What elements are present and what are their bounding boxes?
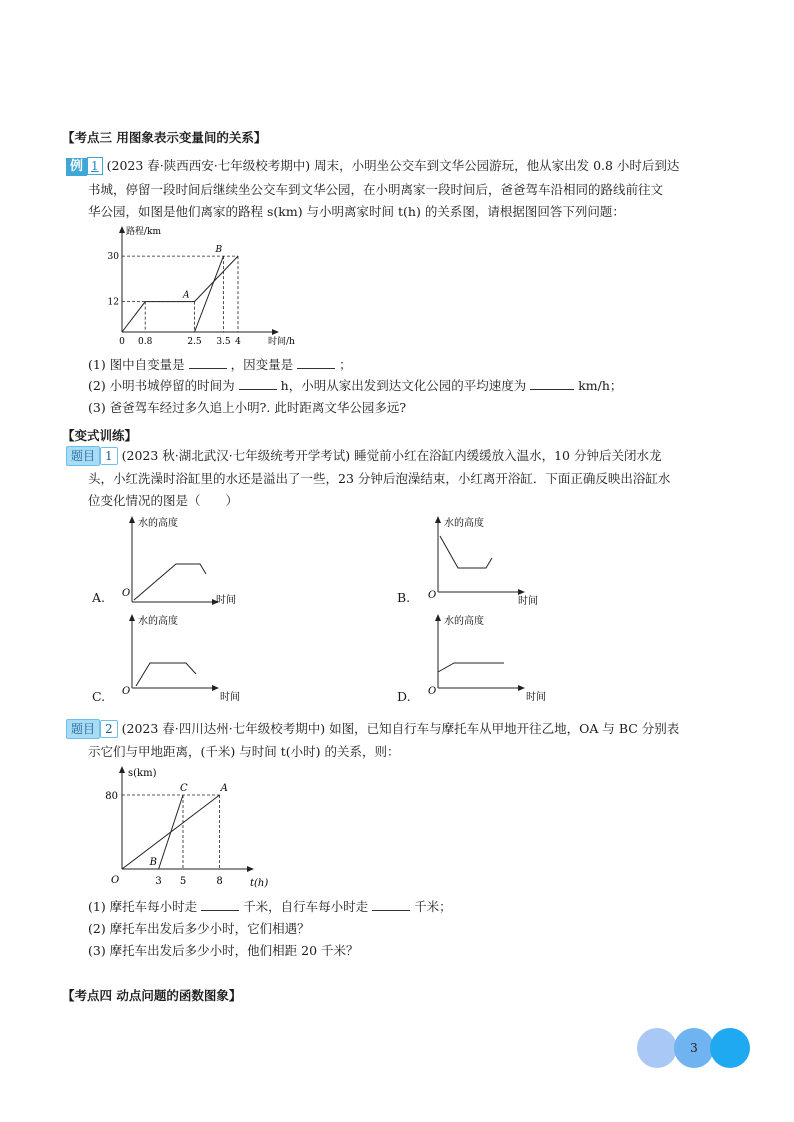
origin-label: O (111, 875, 120, 886)
x-tick-label: 4 (235, 337, 241, 347)
y-axis-label: s(km) (128, 768, 157, 779)
answer-blank[interactable] (189, 356, 227, 369)
origin-label: O (428, 686, 437, 697)
variant-title: 【变式训练】 (62, 428, 138, 443)
option-b-letter[interactable]: B. (397, 590, 411, 605)
point-label-b: B (215, 245, 223, 256)
example-text: (2023 春·陕西西安·七年级校考期中) 周末，小明坐公交车到文华公园游玩，他从家出发 0.8 小时后到达 (106, 158, 680, 173)
distance-time-chart-2 (100, 762, 280, 892)
series-line-小明 (122, 256, 238, 332)
question-2-p3: (3) 摩托车出发后多少小时，他们相距 20 千米？ (88, 943, 359, 958)
question-2-line-1: 题目 2 (2023 春·四川达州·七年级校考期中) 如图，已知自行车与摩托车从甲地开往乙地，OA 与 BC 分别表 (66, 718, 679, 740)
option-a-letter[interactable]: A. (92, 590, 106, 605)
example-1-line-3: 华公园，如图是他们离家的路程 s(km) 与小明离家时间 t(h) 的关系图，请根据图回答下列问题： (88, 204, 625, 219)
x-tick-label: 8 (216, 876, 223, 887)
question-2-p2: (2) 摩托车出发后多少小时，它们相遇？ (88, 921, 310, 936)
x-tick-label: 3 (155, 876, 162, 887)
question-number: 1 (100, 447, 118, 465)
y-axis-label: 水的高度 (138, 518, 178, 529)
option-c-graph[interactable] (120, 610, 250, 710)
example-1-q1: (1) 图中自变量是 ，因变量是 ； (88, 357, 352, 372)
series-line-爸爸 (195, 256, 224, 332)
option-b-graph[interactable] (426, 512, 556, 612)
question-2-line-2: 示它们与甲地距离，(千米) 与时间 t(小时) 的关系，则： (88, 744, 400, 759)
y-tick-label: 30 (107, 252, 119, 263)
series-line-BC (159, 795, 183, 869)
answer-blank[interactable] (372, 898, 410, 911)
origin-label: O (122, 588, 131, 599)
y-tick-label: 80 (105, 791, 118, 802)
x-axis-arrow (272, 329, 279, 335)
x-tick-label: 5 (179, 876, 187, 887)
point-label-b: B (149, 857, 157, 868)
origin-label: O (122, 686, 131, 697)
example-1-line-2: 书城，停留一段时间后继续坐公交车到文华公园，在小明离家一段时间后，爸爸驾车沿相同的路线前往文 (88, 182, 664, 197)
section-title-3: 【考点三 用图象表示变量间的关系】 (62, 130, 267, 145)
y-axis-label: 水的高度 (444, 616, 484, 627)
answer-blank[interactable] (201, 898, 239, 911)
x-tick-label: 3.5 (216, 337, 231, 347)
question-2-p1: (1) 摩托车每小时走 千米，自行车每小时走 千米； (88, 899, 452, 914)
example-1-line-1 (66, 155, 679, 177)
x-tick-label: 2.5 (187, 337, 202, 347)
answer-blank[interactable] (239, 377, 277, 390)
distance-time-chart-1 (100, 222, 295, 347)
question-1-line-1: 题目 1 (2023 秋·湖北武汉·七年级统考开学考试) 睡觉前小红在浴缸内缓缓放入温水，10 分钟后关闭水龙 (66, 445, 661, 467)
point-label-c: C (180, 783, 188, 794)
y-axis-arrow (119, 226, 125, 233)
example-1-q3: (3) 爸爸驾车经过多久追上小明?. 此时距离文华公园多远? (88, 400, 407, 415)
option-c-letter[interactable]: C. (92, 689, 106, 704)
question-1-line-3: 位变化情况的图是（ ） (88, 493, 239, 508)
question-number: 2 (100, 720, 118, 738)
page-number: 3 (690, 1041, 698, 1055)
x-axis-label: t(h) (250, 878, 269, 889)
footer-circle-right (710, 1028, 750, 1068)
origin-label: O (428, 590, 437, 601)
example-tag: 例 (66, 158, 87, 176)
y-axis-label: 水的高度 (138, 616, 178, 627)
question-tag: 题目 (66, 719, 100, 739)
question-tag: 题目 (66, 446, 100, 466)
section-title-4: 【考点四 动点问题的函数图象】 (62, 988, 242, 1003)
x-axis-label: 时间 (518, 596, 538, 607)
y-axis-label: 水的高度 (444, 518, 484, 529)
answer-blank[interactable] (530, 377, 574, 390)
y-axis-label: 路程/km (126, 227, 162, 237)
y-axis-arrow (119, 766, 125, 773)
x-axis-label: 时间 (216, 595, 236, 606)
x-axis-label: 时间 (220, 692, 240, 703)
x-axis-label: 时间/h (268, 337, 295, 347)
option-a-graph[interactable] (120, 512, 250, 612)
x-axis-label: 时间 (526, 692, 546, 703)
x-axis-arrow (247, 866, 254, 872)
example-1-q2: (2) 小明书城停留的时间为 h，小明从家出发到达文化公园的平均速度为 km/h； (88, 378, 623, 393)
point-label-a: A (183, 290, 190, 301)
option-d-graph[interactable] (426, 610, 556, 710)
footer-circle-left (637, 1028, 677, 1068)
y-tick-label: 12 (107, 297, 119, 308)
x-tick-label: 0.8 (138, 337, 153, 347)
example-number: 1 (87, 157, 103, 175)
question-1-line-2: 头，小红洗澡时浴缸里的水还是溢出了一些，23 分钟后泡澡结束，小红离开浴缸．下面正确反映出浴缸水 (88, 471, 671, 486)
answer-blank[interactable] (297, 356, 335, 369)
point-label-a: A (220, 783, 228, 794)
option-d-letter[interactable]: D. (397, 689, 411, 704)
x-tick-label: 0 (119, 337, 125, 347)
